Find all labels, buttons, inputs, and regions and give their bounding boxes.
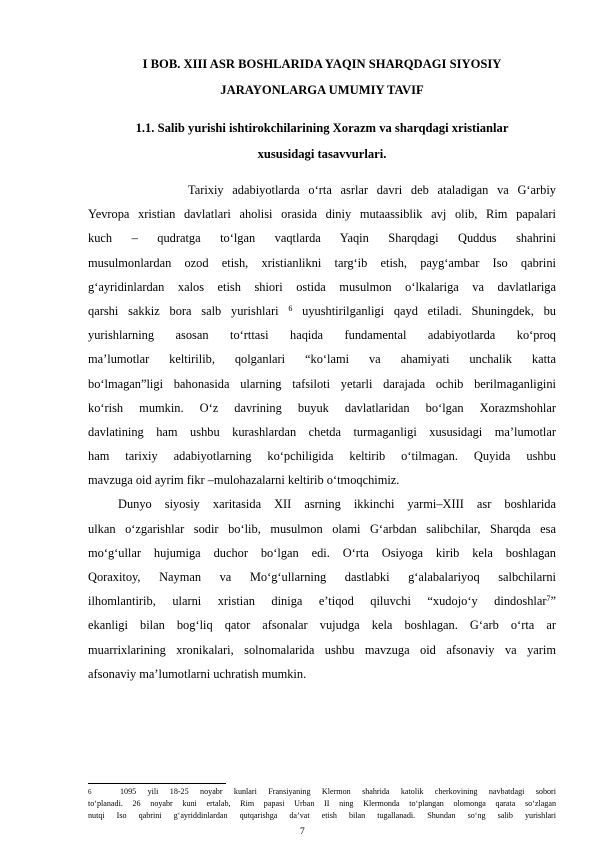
chapter-heading bbox=[88, 51, 556, 103]
section-heading-line-2: xususidagi tasavvurlari. bbox=[257, 147, 387, 161]
paragraph-line: Dunyo siyosiy xaritasida XII asrning ikkinchi yarmi–XIII asr boshlarida bbox=[118, 497, 556, 512]
chapter-heading-line-2: JARAYONLARGA UMUMIY TAVIF bbox=[220, 83, 424, 97]
paragraph-line: Qoraxitoy, Nayman va Mo‘g‘ullarning dastlabki g‘alabalariyoq salbchilarni bbox=[88, 570, 556, 584]
paragraph-line: Yevropa xristian davlatlari aholisi orasida diniy mutaassiblik avj olib, Rim papalari bbox=[88, 207, 556, 222]
paragraph-line: mavzuga oid ayrim fikr –mulohazalarni keltirib o‘tmoqchimiz. bbox=[88, 473, 400, 488]
paragraph-line: Tarixiy adabiyotlarda o‘rta asrlar davri deb ataladigan va G‘arbiy bbox=[188, 183, 556, 197]
body-text bbox=[88, 178, 556, 686]
paragraph-line: afsonaviy ma’lumotlarni uchratish mumkin. bbox=[88, 666, 307, 681]
paragraph-line: muarrixlarining xronikalari, solnomalarida ushbu mavzuga oid afsonaviy va yarim bbox=[88, 642, 556, 657]
paragraph-line: bo‘lmagan”ligi bahonasida ularning tafsiloti yetarli darajada ochib berilmaganligini bbox=[88, 376, 556, 391]
paragraph-line: ko‘rish mumkin. O‘z davrining buyuk davlatlaridan bo‘lgan Xorazmshohlar bbox=[88, 400, 556, 415]
page-number: 7 bbox=[300, 827, 305, 837]
paragraph-line bbox=[88, 299, 556, 323]
paragraph-line: ekanligi bilan bog‘liq qator afsonalar vujudga kela boshlagan. G‘arb o‘rta ar bbox=[88, 618, 556, 633]
footnote-marker[interactable]: 7 bbox=[546, 594, 551, 604]
section-heading-line-1: 1.1. Salib yurishi ishtirokchilarining Xorazm va sharqdagi xristianlar bbox=[135, 121, 509, 135]
paragraph-line: g‘ayridinlardan xalos etish shiori ostida musulmon o‘lkalariga va davlatlariga bbox=[88, 279, 556, 294]
section-heading bbox=[88, 115, 556, 167]
footnote-line: nutqi Iso qabrini g‘ayriddinlardan qutqarishga da’vat etish bilan tugallanadi. Shundan so‘ng salib yurishlari bbox=[88, 811, 556, 820]
footnote-marker[interactable]: 6 bbox=[288, 303, 293, 313]
footnote-number: 6 bbox=[88, 788, 92, 796]
footnote-line bbox=[88, 786, 556, 798]
footnote bbox=[88, 786, 556, 822]
closing-quote: ” bbox=[550, 594, 556, 609]
paragraph-line: davlatining ham ushbu kurashlardan chetda turmaganligi xususidagi ma’lumotlar bbox=[88, 424, 556, 439]
paragraph-line: musulmonlardan ozod etish, xristianlikni targ‘ib etish, payg‘ambar Iso qabrini bbox=[88, 255, 556, 270]
footnote-line: to‘planadi. 26 noyabr kuni ertalab, Rim papasi Urban II ning Klermonda to‘plangan olomonga qarata so‘zlagan bbox=[88, 799, 556, 808]
chapter-heading-line-1: I BOB. XIII ASR BOSHLARIDA YAQIN SHARQDAGI SIYOSIY bbox=[142, 57, 502, 71]
paragraph-line: ham tarixiy adabiyotlarning ko‘pchiligida keltirib o‘tilmagan. Quyida ushbu bbox=[88, 449, 556, 464]
paragraph-line-part: qarshi sakkiz bora salb yurishlari bbox=[88, 303, 279, 318]
paragraph-line: kuch – qudratga to‘lgan vaqtlarda Yaqin Sharqdagi Quddus shahrini bbox=[88, 231, 556, 246]
paragraph-line-part: uyushtirilganligi qayd etiladi. Shuningdek, bu bbox=[302, 303, 557, 318]
footnote-divider bbox=[88, 783, 226, 784]
paragraph-line: ma’lumotlar keltirilib, qolganlari “ko‘lami va ahamiyati unchalik katta bbox=[88, 352, 556, 367]
paragraph-line-part: ilhomlantirib, ularni xristian diniga e’tiqod qiluvchi “xudojo‘y dindoshlar bbox=[88, 594, 547, 609]
paragraph-line bbox=[88, 589, 556, 613]
footnote-text: 1095 yili 18-25 noyabr kunlari Fransiyaning Klermon shahrida katolik cherkovining navbatdagi sobori bbox=[120, 787, 556, 796]
paragraph-line: ulkan o‘zgarishlar sodir bo‘lib, musulmon olami G‘arbdan salibchilar, Sharqda esa bbox=[88, 521, 556, 536]
paragraph-line: mo‘g‘ullar hujumiga duchor bo‘lgan edi. O‘rta Osiyoga kirib kela boshlagan bbox=[88, 545, 556, 560]
paragraph-line: yurishlarning asosan to‘rttasi haqida fundamental adabiyotlarda ko‘proq bbox=[88, 328, 556, 343]
